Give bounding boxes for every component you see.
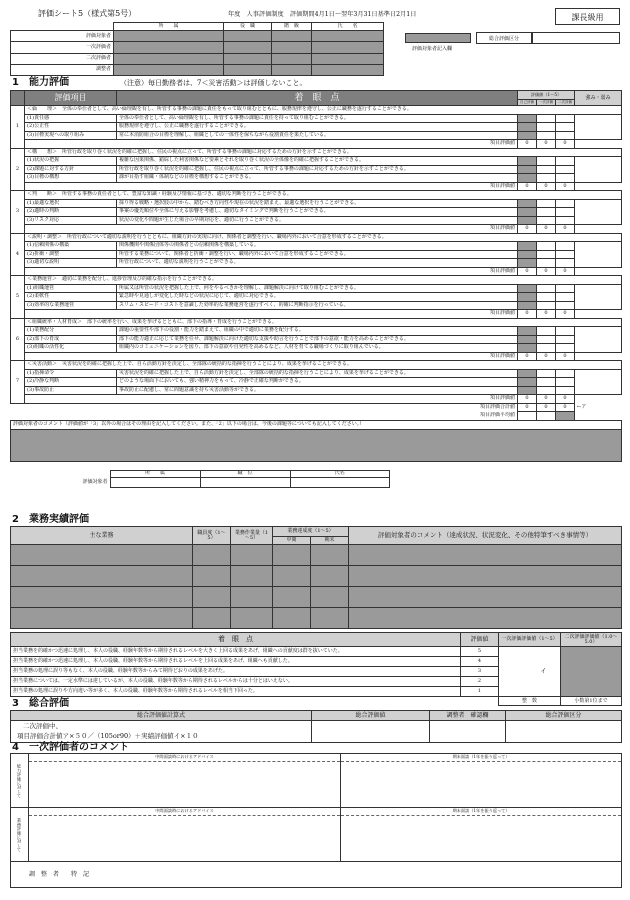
item-total: 0 [556,182,575,191]
first-score-input[interactable] [537,131,556,140]
self-score-input[interactable] [518,378,537,387]
grand-total: 0 [556,403,575,412]
item-total: 0 [518,267,537,276]
cell-input[interactable] [312,64,384,75]
first-score-input[interactable] [537,386,556,395]
item-total: 0 [556,352,575,361]
item-label: (3)効率的な業務運営 [25,301,117,310]
work-cell[interactable] [11,587,193,608]
criteria-text: 担当業務の処理に誤りや方向違い等が多く、本人の役職、経験年数等から期待されるレベルを相当下回った。 [11,687,461,697]
item-total: 0 [537,140,556,149]
cell-input[interactable] [312,31,384,42]
work-end-comment[interactable] [341,816,622,862]
item-total: 0 [518,310,537,319]
work-cell[interactable] [273,545,311,566]
work-cell[interactable] [349,587,622,608]
h-eval-sub: 自己評価 [518,100,537,106]
item-label: (3)適切な説明 [25,259,117,268]
h-eval-sub: 一次評価 [537,100,556,106]
second-score-input[interactable] [556,208,575,217]
second-score-input[interactable] [556,174,575,183]
col-kakyu: 階 級 [272,23,312,31]
self-score-input[interactable] [518,335,537,344]
group-number: 6 [11,318,25,361]
item-total: 0 [537,225,556,234]
item-label: (1)組織運営 [25,284,117,293]
work-mid-comment[interactable] [29,816,341,862]
second-score-input[interactable] [556,284,575,293]
first-score-input[interactable] [537,259,556,268]
first-score-input[interactable] [537,301,556,310]
second-score-input[interactable] [556,335,575,344]
side-ability: 能力評価に対して [11,754,29,808]
h-subject-comment: 評価対象者のコメント（達成状況、状況変化、その他特筆すべき事情等） [349,527,622,545]
item-total: 0 [556,395,575,404]
item-total-label: 項目評価値 [25,182,518,191]
self-score-input[interactable] [518,344,537,353]
first-score-input[interactable] [537,335,556,344]
adjuster-notes-label: 調 整 者 特 記 [29,870,90,878]
h-main-work: 主な業務 [11,527,193,545]
grand-total-label: 項目評価合計値 [11,403,518,412]
item-description: 所管行政を取り巻く状況を的確に把握し、住民の視点に立って、所管する事務の課題に対応するための方針を示すことができる。 [117,165,518,174]
group-number: 1 [11,106,25,149]
first-score-input[interactable] [537,344,556,353]
sig-label: 評価対象者 [82,478,108,485]
item-label: (3)組織の活性化 [25,344,117,353]
sig-cell[interactable] [110,477,200,487]
group-number: 4 [11,233,25,276]
item-description: どのような場面下においても、強い精神力をもって、冷静で正確な判断ができる。 [117,378,518,387]
criteria-text: 担当業務の処理に誤り等もなく、本人の役職、経験年数等からみて期待どおりの成果をあげた。 [11,667,461,677]
item-label: (2)折衝・調整 [25,250,117,259]
grand-total: 0 [518,403,537,412]
row-label: 一次評価者 [11,42,114,53]
subject-comment-input[interactable] [11,429,622,461]
h-eval-sub: 二次評価 [556,100,575,106]
cell-input[interactable] [114,31,224,42]
item-label: (2)適時の判断 [25,208,117,217]
item-description: 課題の重要性や部下の役割・能力を踏まえて、組織の中で適切に業務を配分する。 [117,327,518,336]
work-cell[interactable] [231,545,273,566]
strength-input[interactable] [575,242,622,268]
work-cell[interactable] [231,587,273,608]
cell-input[interactable] [312,53,384,64]
item-description: 服務規律を遵守し、公正に職務を遂行することができる。 [117,123,518,132]
criteria-text: 担当業務については、一定水準には達しているが、本人の役職、経験年数等から期待されるレベルからは十分とはいえない。 [11,677,461,687]
second-score-input[interactable] [556,165,575,174]
work-cell[interactable] [349,608,622,629]
first-score-input[interactable] [537,327,556,336]
self-score-input[interactable] [518,208,537,217]
cell-input[interactable] [224,64,272,75]
group-heading: ＜業務運営＞ 適切に業務を配分し、進捗管理及び的確な指示を行うことができる。 [25,276,622,285]
self-score-input[interactable] [518,284,537,293]
work-cell[interactable] [311,545,349,566]
row-label: 二次評価者 [11,53,114,64]
item-label: (3)事故防止 [25,386,117,395]
item-description: 災害状況を的確に把握した上で、自ら活動方針を決定し、全部隊の統括的な指揮を行うことにより、成果を挙げることができる。 [117,369,518,378]
first-score-input[interactable] [537,157,556,166]
criteria-value: 3 [461,667,499,677]
item-label: (1)業務配分 [25,327,117,336]
h-overall-value: 総合評価値 [312,711,430,721]
overall-class-box[interactable] [532,32,620,44]
strength-input[interactable] [575,284,622,310]
item-description: 所管する業務について、関係者と折衝・調整を行い、職場内外において合意を形成することができる。 [117,250,518,259]
col-shimei: 氏 名 [312,23,384,31]
item-description: 所管行政について、適切な説明を行うことができる。 [117,259,518,268]
item-description: 組織内のコミュニケーションを図り、部下の意欲や自発性を高めるなど、人材を育てる職場づくりに取り組んでいる。 [117,344,518,353]
self-score-input[interactable] [518,199,537,208]
overall-class-label: 総合評価区分 [476,32,532,44]
item-label: (2)冷静な判断 [25,378,117,387]
work-cell[interactable] [231,566,273,587]
strength-input[interactable] [575,199,622,225]
work-cell[interactable] [11,608,193,629]
adjuster-check-cell[interactable] [430,721,506,743]
evaluation-period: 年度 人事評価制度 評価期間4月1日～翌年3月31日基準日2月1日 [228,11,417,18]
cell-input[interactable] [272,53,312,64]
strength-input[interactable] [575,327,622,353]
work-cell[interactable] [311,608,349,629]
sig-name: 氏名 [290,470,390,477]
first-score-input[interactable] [537,242,556,251]
formula-line-1: 二次評価中、 [23,721,62,730]
item-total: 0 [556,267,575,276]
ability-table-inner [10,90,622,462]
second-score-input[interactable] [556,259,575,268]
item-total: 0 [537,267,556,276]
subject-signature-row [10,470,390,488]
section-3-title: 3 総合評価 [12,698,69,709]
second-score-input[interactable] [556,301,575,310]
item-total-label: 項目評価値 [25,225,518,234]
criteria-text: 担当業務を的確かつ迅速に処理し、本人の役職、経験年数等から期待されるレベルを上回る成果をあげ、組織へも貢献した。 [11,657,461,667]
work-cell[interactable] [273,566,311,587]
criteria-value: 1 [461,687,499,697]
item-description: 常に本消防組合の目標を理解し、組織としての一体性を保ちながら役割責任を果たしている。 [117,131,518,140]
h-overall-class: 総合評価区分 [506,711,622,721]
item-total-label: 項目評価値 [25,395,518,404]
item-total: 0 [556,225,575,234]
cell-input[interactable] [114,53,224,64]
criteria-value: 5 [461,647,499,657]
item-description: スリム・スピード・コストを意識した効率的な業務運営を遂行すべく、的確に判断指示を行っている。 [117,301,518,310]
group-heading: ＜構 想＞ 所管行政を取り巻く状況を的確に把握し、住民の視点に立って、所管する事務の課題に対応するための方針を示すことができる。 [25,148,622,157]
cell-input[interactable] [272,64,312,75]
work-cell[interactable] [193,566,231,587]
item-description: 事案の優先順位や全体に与える影響を考慮し、適切なタイミングで判断を行うことができる。 [117,208,518,217]
item-total-label: 項目評価値 [25,140,518,149]
h-mid: 中間 [273,537,311,545]
second-score-input[interactable] [556,242,575,251]
item-total: 0 [537,352,556,361]
self-score-input[interactable] [518,131,537,140]
second-score-input[interactable] [556,216,575,225]
h-eval-item: 評価項目 [25,91,117,106]
sig-position: 職 位 [200,470,290,477]
h-end: 期末 [311,537,349,545]
item-description: 採り得る戦略・選択肢の中から、踏むべき方向性や現在の状況を踏まえ、最適な選択を行うことができる。 [117,199,518,208]
second-score-input[interactable] [556,369,575,378]
item-total: 0 [556,310,575,319]
h-adjuster-check: 調整者 確認欄 [430,711,506,721]
self-score-input[interactable] [518,386,537,395]
first-score-input[interactable] [537,284,556,293]
work-cell[interactable] [349,545,622,566]
item-total: 0 [518,182,537,191]
work-cell[interactable] [11,566,193,587]
criteria-value: 4 [461,657,499,667]
item-label: (2)課題に対する方針 [25,165,117,174]
ability-end-comment[interactable] [341,762,622,808]
overall-table [10,710,622,743]
cell-input[interactable] [114,64,224,75]
item-label: (3)リスク対応 [25,216,117,225]
first-score-input[interactable] [537,378,556,387]
second-eval-input[interactable] [561,647,622,697]
work-cell[interactable] [273,587,311,608]
self-score-input[interactable] [518,174,537,183]
self-score-input[interactable] [518,123,537,132]
group-heading: ＜倫 理＞ 全体の奉仕者として、高い倫理観を有し、所管する事務の課題に責任をもって取り組むとともに、服務規律を遵守し、公正に職務を遂行することができる。 [25,106,622,115]
group-heading: ＜災害活動＞ 災害状況を的確に把握した上で、自ら活動方針を決定し、全部隊の統括的な指揮を行うことにより、成果を挙げることができる。 [25,361,622,370]
item-label: (1)最適な選択 [25,199,117,208]
cell-input[interactable] [272,31,312,42]
item-total: 0 [556,140,575,149]
item-total: 0 [537,395,556,404]
h-value: 評価値 [461,633,499,647]
second-score-input[interactable] [556,386,575,395]
first-score-input[interactable] [537,293,556,302]
group-heading: ＜判 断＞ 所管する事務の責任者として、豊富な知識・経験及び情報に基づき、適切な判断を行うことができる。 [25,191,622,200]
h-first-eval: 一次評価評価値（1～5） [499,633,561,647]
first-score-input[interactable] [537,199,556,208]
grade-badge: 課長級用 [555,8,620,25]
formula-line-2: 項目評価合計値ア×５０／（105or90）＋実績評価値イ×１０ [17,731,199,740]
first-score-input[interactable] [537,216,556,225]
section-4-title: 4 一次評価者のコメント [12,742,129,753]
self-score-input[interactable] [518,250,537,259]
item-description: 部下の能力適正に応じて業務を任せ、課題解決に向けた適切な支援や助言を行うことで部下の意欲・能力を高めることができる。 [117,335,518,344]
group-number: 5 [11,276,25,319]
sheet-title: 評価シート5（様式第5号） [38,9,137,18]
col-shozoku: 所 属 [114,23,224,31]
item-total: 0 [518,225,537,234]
second-score-input[interactable] [556,378,575,387]
decimal-label: 小数第1位まで [561,697,622,706]
section-1-title: 1 能力評価 [12,77,69,88]
comment-instruction: 評価対象者のコメント（評価値が「3」以外の場合はその理由を記入してください。また、「2」以下の場合は、今後の課題等についても記入してください。） [11,420,622,429]
work-cell[interactable] [231,608,273,629]
self-score-input[interactable] [518,327,537,336]
overall-value-cell[interactable] [312,721,430,743]
item-description: 事故防止に配慮し、常に問題意識を持ち災害活動等ができる。 [117,386,518,395]
h-formula: 総合評価値計算式 [11,711,312,721]
row-label: 評価対象者 [11,31,114,42]
self-score-input[interactable] [518,242,537,251]
self-score-input[interactable] [518,165,537,174]
cell-input[interactable] [224,42,272,53]
cell-input[interactable] [224,31,272,42]
work-cell[interactable] [193,587,231,608]
ability-mid-comment[interactable] [29,762,341,808]
cell-input[interactable] [312,42,384,53]
group-heading: ＜組織統率・人材育成＞ 部下の統率を行い、成果を挙げるとともに、部下の指導・育成を行うことができる。 [25,318,622,327]
second-score-input[interactable] [556,250,575,259]
arrow-a: ←ア [577,403,587,410]
second-score-input[interactable] [556,131,575,140]
item-description: 緊急時や見通しが変化した時などの状況に応じて、適切に対応できる。 [117,293,518,302]
item-label: (3)目標実現への取り組み [25,131,117,140]
item-description: 所属又は所管の状況を把握した上で、何をやるべきかを理解し、課題解決に向けて取り組むことができる。 [117,284,518,293]
item-description: 状況の変化や問題が生じた場合の早期対応を、適切に行うことができる。 [117,216,518,225]
grand-total: 0 [537,403,556,412]
first-score-input[interactable] [537,165,556,174]
item-label: (1)指揮命令 [25,369,117,378]
work-cell[interactable] [311,587,349,608]
work-cell[interactable] [11,545,193,566]
h-difficulty: 職員度（1～5） [193,527,231,545]
h-criteria: 着 眼 点 [11,633,461,647]
row-label: 調整者 [11,64,114,75]
ability-table [10,90,622,488]
item-label: (1)状況の把握 [25,157,117,166]
item-label: (1)信頼関係の構築 [25,242,117,251]
second-score-input[interactable] [556,327,575,336]
end-review-label: 期末面談（1年を振り返って） [341,808,622,816]
first-score-input[interactable] [537,174,556,183]
item-total-label: 項目評価値 [25,310,518,319]
col-yakushoku: 役 職 [224,23,272,31]
self-score-input[interactable] [518,301,537,310]
item-description: 全体の奉仕者として、高い倫理観を有し、所管する事務の課題に責任を持って取り組むことができる。 [117,114,518,123]
group-number: 7 [11,361,25,404]
h-amount: 業務作業量（1～5） [231,527,273,545]
work-cell[interactable] [349,566,622,587]
self-score-input[interactable] [518,114,537,123]
item-total: 0 [537,182,556,191]
h-focus-point: 着 眼 点 [117,91,518,106]
mid-advice-label: 中間面談時におけるアドバイス [29,754,341,762]
work-cell[interactable] [193,545,231,566]
sig-cell[interactable] [290,477,390,487]
item-label: (2)柔軟性 [25,293,117,302]
strength-input[interactable] [575,114,622,140]
section-2-title: 2 業務実績評価 [12,514,89,525]
comment-table [10,753,622,888]
side-work: 業務評価に対して [11,808,29,862]
i-label: イ [499,647,561,697]
second-score-input[interactable] [556,123,575,132]
average-label: 項目評価平均値 [11,412,518,421]
h-strength: 強み・弱み [575,91,622,106]
strength-input[interactable] [575,369,622,395]
overall-class-cell[interactable] [506,721,622,743]
first-score-input[interactable] [537,250,556,259]
cell-input[interactable] [272,42,312,53]
first-score-input[interactable] [537,369,556,378]
sig-shozoku: 所 属 [110,470,200,477]
second-score-input[interactable] [556,157,575,166]
adjuster-notes[interactable] [11,862,622,888]
h-second-eval: 二次評価評価値（1.0～5.0） [561,633,622,647]
achievement-table [10,526,622,629]
item-description: 関係機関や関係団体等の関係者との信頼関係を構築している。 [117,242,518,251]
h-eval-value: 評価値（1～5） [518,91,575,100]
self-score-input[interactable] [518,369,537,378]
item-total: 0 [518,352,537,361]
self-score-input[interactable] [518,157,537,166]
item-label: (1)責任感 [25,114,117,123]
first-score-input[interactable] [537,208,556,217]
work-cell[interactable] [273,608,311,629]
item-label: (2)部下の育成 [25,335,117,344]
achievement-criteria-table [10,632,622,706]
second-score-input[interactable] [556,199,575,208]
item-label: (3)目標の構想 [25,174,117,183]
item-total: 0 [537,310,556,319]
header-table [10,22,384,76]
first-score-input[interactable] [537,114,556,123]
item-description: 課が目指す組織・体制などの目標を構想することができる。 [117,174,518,183]
second-score-input[interactable] [556,293,575,302]
work-cell[interactable] [193,608,231,629]
group-heading: ＜説明・調整＞ 所管行政について適切な説明を行うとともに、組織方針の実現に向け、関係者と調整を行い、職場内外において合意を形成することができる。 [25,233,622,242]
fill-swatch [405,33,471,43]
first-score-input[interactable] [537,123,556,132]
cell-input[interactable] [114,42,224,53]
end-review-label: 期末面談（1年を振り返って） [341,754,622,762]
second-score-input[interactable] [556,344,575,353]
second-score-input[interactable] [556,114,575,123]
strength-input[interactable] [575,157,622,183]
criteria-value: 2 [461,677,499,687]
item-total: 0 [518,395,537,404]
self-score-input[interactable] [518,259,537,268]
cell-input[interactable] [224,53,272,64]
item-total-label: 項目評価値 [25,267,518,276]
sig-cell[interactable] [200,477,290,487]
criteria-text: 担当業務を的確かつ迅速に処理し、本人の役職、経験年数等から期待されるレベルを大きく上回る成果をあげ、組織への貢献度は群を抜いていた。 [11,647,461,657]
self-score-input[interactable] [518,293,537,302]
self-score-input[interactable] [518,216,537,225]
item-total: 0 [518,140,537,149]
group-number: 2 [11,148,25,191]
mid-advice-label: 中間面談時におけるアドバイス [29,808,341,816]
item-label: (2)公正性 [25,123,117,132]
h-achievement: 業務達成度（1～5） [273,527,349,537]
item-total-label: 項目評価値 [25,352,518,361]
group-number: 3 [11,191,25,234]
fill-note: 評価対象者記入欄 [412,46,453,52]
item-description: 複雑な因果関係、錯綜した利害関係など要素とそれを取り巻く状況の全体像を的確に把握することができる。 [117,157,518,166]
integer-label: 整 数 [499,697,561,706]
work-cell[interactable] [311,566,349,587]
section-1-note: （注意）毎日勤務者は、7＜災害活動＞は評価しないこと。 [120,79,307,87]
